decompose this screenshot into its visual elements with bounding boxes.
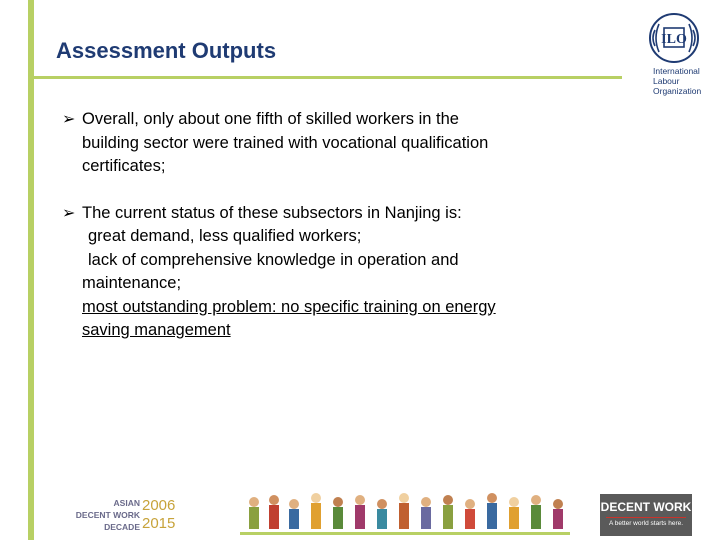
footer-word: ASIAN: [113, 498, 140, 508]
badge-tagline: A better world starts here.: [608, 520, 684, 527]
badge-title: DECENT WORK: [600, 500, 692, 514]
badge-divider: [606, 517, 686, 518]
bullet-line-underlined: most outstanding problem: no specific training on energy: [82, 297, 496, 316]
slide-title: Assessment Outputs: [56, 38, 277, 63]
left-accent-bar: [28, 0, 34, 540]
bullet-line: building sector were trained with vocational qualification: [82, 133, 489, 152]
workers-illustration-icon: [240, 488, 570, 540]
bullet-line: certificates;: [82, 157, 166, 175]
logo-line: International: [653, 66, 700, 76]
footer-word: DECENT WORK: [75, 510, 140, 520]
arrow-bullet-icon: ➢: [62, 111, 76, 128]
arrow-bullet-icon: ➢: [62, 204, 76, 222]
bullet-item: [62, 108, 622, 179]
footer-year: 2006: [142, 497, 176, 514]
bullet-item: [62, 202, 622, 343]
svg-text:ILO: ILO: [661, 32, 687, 47]
ilo-logo-text: [653, 66, 719, 96]
logo-line: Organization: [653, 86, 702, 96]
footer-word: DECADE: [104, 522, 140, 532]
title-divider: [34, 76, 622, 79]
logo-line: Labour: [653, 76, 680, 86]
bullet-line: lack of comprehensive knowledge in operation and: [88, 250, 459, 269]
bullet-line: maintenance;: [82, 274, 182, 292]
bullet-line-underlined: saving management: [82, 321, 231, 339]
bullet-line: The current status of these subsectors in Nanjing is:: [82, 203, 462, 222]
decent-work-badge: [600, 494, 692, 536]
footer-year: 2015: [142, 515, 176, 532]
bullet-line: Overall, only about one fifth of skilled workers in the: [82, 110, 459, 128]
bullet-line: great demand, less qualified workers;: [88, 227, 362, 245]
bullet-list: [62, 108, 622, 366]
